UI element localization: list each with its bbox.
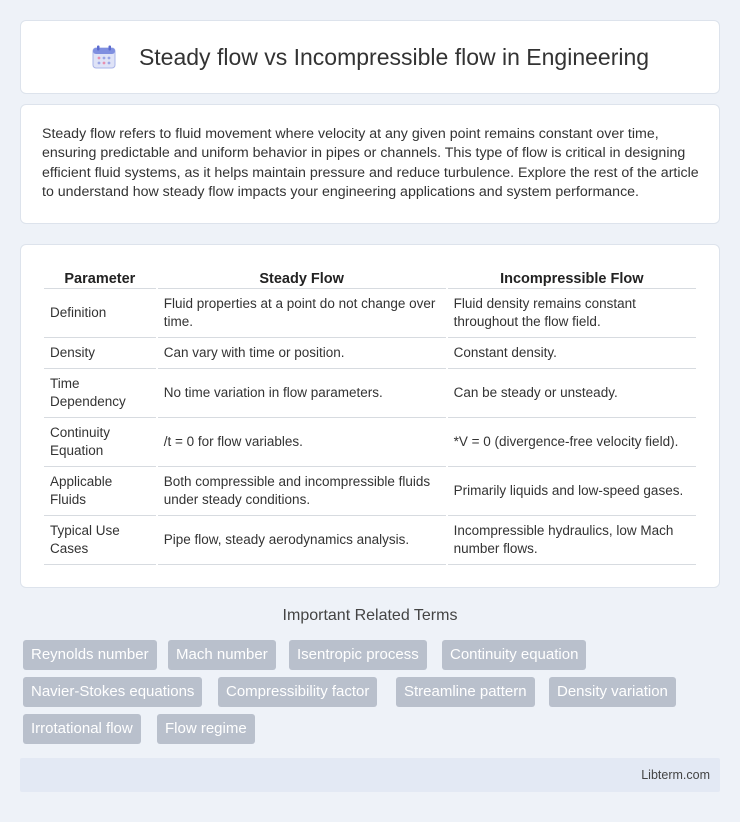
incompressible-flow-cell: Incompressible hydraulics, low Mach number flows. [448,516,696,565]
footer [20,758,720,792]
intro-card [20,104,720,224]
parameter-cell: Time Dependency [44,369,156,418]
column-header: Incompressible Flow [448,265,696,289]
steady-flow-cell: Fluid properties at a point do not change over time. [158,289,446,338]
table-row [44,289,696,338]
related-term-tag[interactable]: Flow regime [157,714,255,744]
related-term-tag[interactable]: Irrotational flow [23,714,141,744]
table-row [44,418,696,467]
column-header: Steady Flow [158,265,446,289]
page-title: Steady flow vs Incompressible flow in Engineering [138,43,650,70]
incompressible-flow-cell: *V = 0 (divergence-free velocity field). [448,418,696,467]
parameter-cell: Density [44,338,156,369]
table-row [44,467,696,516]
comparison-table [42,265,698,565]
parameter-cell: Definition [44,289,156,338]
header-card [20,20,720,94]
calendar-icon [91,44,117,70]
related-term-tag[interactable]: Navier-Stokes equations [23,677,202,707]
incompressible-flow-cell: Fluid density remains constant throughout the flow field. [448,289,696,338]
table-row [44,369,696,418]
incompressible-flow-cell: Primarily liquids and low-speed gases. [448,467,696,516]
parameter-cell: Applicable Fluids [44,467,156,516]
intro-text: Steady flow refers to fluid movement where velocity at any given point remains constant over time, ensuring predictable and uniform behavior in pipes or channels. This type of flow is critical in designing efficient fluid systems, as it helps maintain pressure and reduce turbulence. Explore the rest of the article to understand how steady flow impacts your engineering applications and system performance. [42,126,699,201]
steady-flow-cell: Can vary with time or position. [158,338,446,369]
related-term-tag[interactable]: Isentropic process [289,640,427,670]
parameter-cell: Typical Use Cases [44,516,156,565]
related-term-tag[interactable]: Density variation [549,677,676,707]
table-header-row [44,265,696,289]
incompressible-flow-cell: Constant density. [448,338,696,369]
table-row [44,338,696,369]
comparison-card [20,244,720,588]
steady-flow-cell: Both compressible and incompressible fluids under steady conditions. [158,467,446,516]
related-term-tag[interactable]: Compressibility factor [218,677,377,707]
column-header: Parameter [44,265,156,289]
related-terms-title: Important Related Terms [282,607,458,624]
related-term-tag[interactable]: Reynolds number [23,640,157,670]
steady-flow-cell: Pipe flow, steady aerodynamics analysis. [158,516,446,565]
related-term-tag[interactable]: Streamline pattern [396,677,535,707]
parameter-cell: Continuity Equation [44,418,156,467]
steady-flow-cell: No time variation in flow parameters. [158,369,446,418]
incompressible-flow-cell: Can be steady or unsteady. [448,369,696,418]
related-term-tag[interactable]: Mach number [168,640,276,670]
steady-flow-cell: /t = 0 for flow variables. [158,418,446,467]
related-term-tag[interactable]: Continuity equation [442,640,586,670]
footer-site-name[interactable]: Libterm.com [641,768,710,782]
table-row [44,516,696,565]
